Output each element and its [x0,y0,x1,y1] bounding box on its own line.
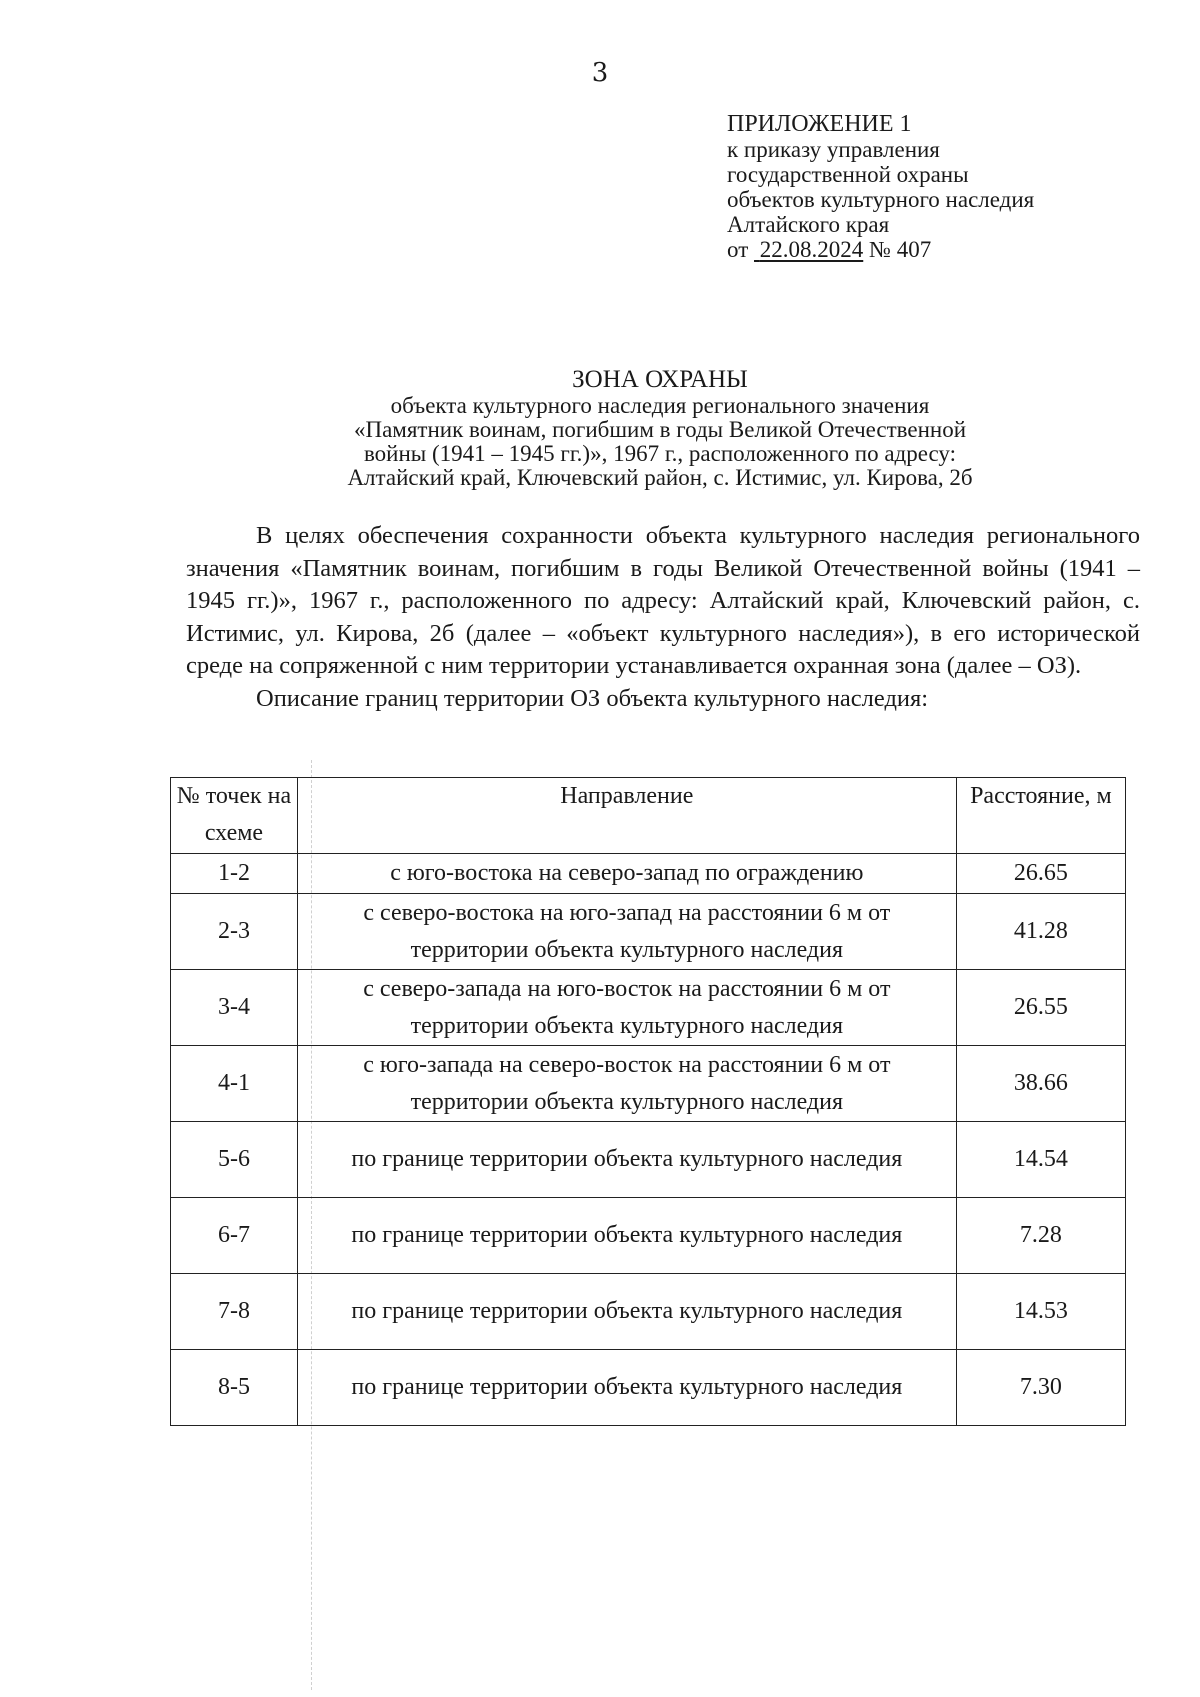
direction-cell: с северо-востока на юго-запад на расстоянии 6 м от территории объекта культурного наследия [297,894,956,970]
header-points: № точек на схеме [171,778,298,854]
distance-cell: 41.28 [956,894,1125,970]
points-cell: 6-7 [171,1198,298,1274]
zone-header [180,366,1140,490]
points-cell: 4-1 [171,1046,298,1122]
appendix-date-line [727,237,1034,262]
order-date: 22.08.2024 [759,237,864,262]
direction-cell: по границе территории объекта культурного наследия [297,1350,956,1426]
appendix-block [727,112,1034,262]
distance-cell: 14.53 [956,1274,1125,1350]
table-row [171,894,1126,970]
intro-text [186,520,1140,715]
order-number: № 407 [869,237,932,262]
direction-cell: с юго-востока на северо-запад по ограждению [297,854,956,894]
header-direction: Направление [297,778,956,854]
points-cell: 1-2 [171,854,298,894]
direction-cell: по границе территории объекта культурного наследия [297,1122,956,1198]
table-row [171,1046,1126,1122]
distance-cell: 26.65 [956,854,1125,894]
table-row [171,854,1126,894]
page-number: 3 [591,58,609,88]
header-distance: Расстояние, м [956,778,1125,854]
table-row [171,1274,1126,1350]
appendix-title: ПРИЛОЖЕНИЕ 1 [727,111,912,137]
distance-cell: 7.28 [956,1198,1125,1274]
points-cell: 7-8 [171,1274,298,1350]
distance-cell: 14.54 [956,1122,1125,1198]
table-body [171,854,1126,1426]
direction-cell: по границе территории объекта культурного наследия [297,1274,956,1350]
zone-subtitle-line: «Памятник воинам, погибшим в годы Великой Отечественной [353,417,967,442]
table-header-row [171,778,1126,854]
direction-cell: с юго-запада на северо-восток на расстоянии 6 м от территории объекта культурного наследия [297,1046,956,1122]
distance-cell: 38.66 [956,1046,1125,1122]
table-row [171,1350,1126,1426]
zone-subtitle-line: объекта культурного наследия регионального значения [390,393,930,418]
zone-subtitle-line: войны (1941 – 1945 гг.)», 1967 г., расположенного по адресу: [363,441,957,466]
table-row [171,1122,1126,1198]
distance-cell: 26.55 [956,970,1125,1046]
appendix-line: к приказу управления [727,137,940,162]
direction-cell: с северо-запада на юго-восток на расстоянии 6 м от территории объекта культурного наследия [297,970,956,1046]
intro-paragraph: В целях обеспечения сохранности объекта культурного наследия регионального значения «Памятник воинам, погибшим в годы Великой Отечественной войны (1941 – 1945 гг.)», 1967 г., расположенного по адресу: Алтайский край, Ключевский район, с. Истимис, ул. Кирова, 2б (далее – «объект культурного наследия»), в его исторической среде на сопряженной с ним территории устанавливается охранная зона (далее – ОЗ). [186,522,1140,679]
points-cell: 5-6 [171,1122,298,1198]
zone-subtitle-line: Алтайский край, Ключевский район, с. Истимис, ул. Кирова, 2б [347,465,973,490]
points-cell: 3-4 [171,970,298,1046]
points-cell: 8-5 [171,1350,298,1426]
table-row [171,970,1126,1046]
table-caption: Описание границ территории ОЗ объекта культурного наследия: [256,684,929,712]
appendix-line: объектов культурного наследия [727,187,1035,212]
distance-cell: 7.30 [956,1350,1125,1426]
boundary-table [170,777,1126,1426]
date-prefix: от [727,237,749,262]
appendix-line: Алтайского края [727,212,890,237]
points-cell: 2-3 [171,894,298,970]
appendix-line: государственной охраны [727,162,969,187]
direction-cell: по границе территории объекта культурного наследия [297,1198,956,1274]
zone-title: ЗОНА ОХРАНЫ [572,366,748,393]
table-row [171,1198,1126,1274]
